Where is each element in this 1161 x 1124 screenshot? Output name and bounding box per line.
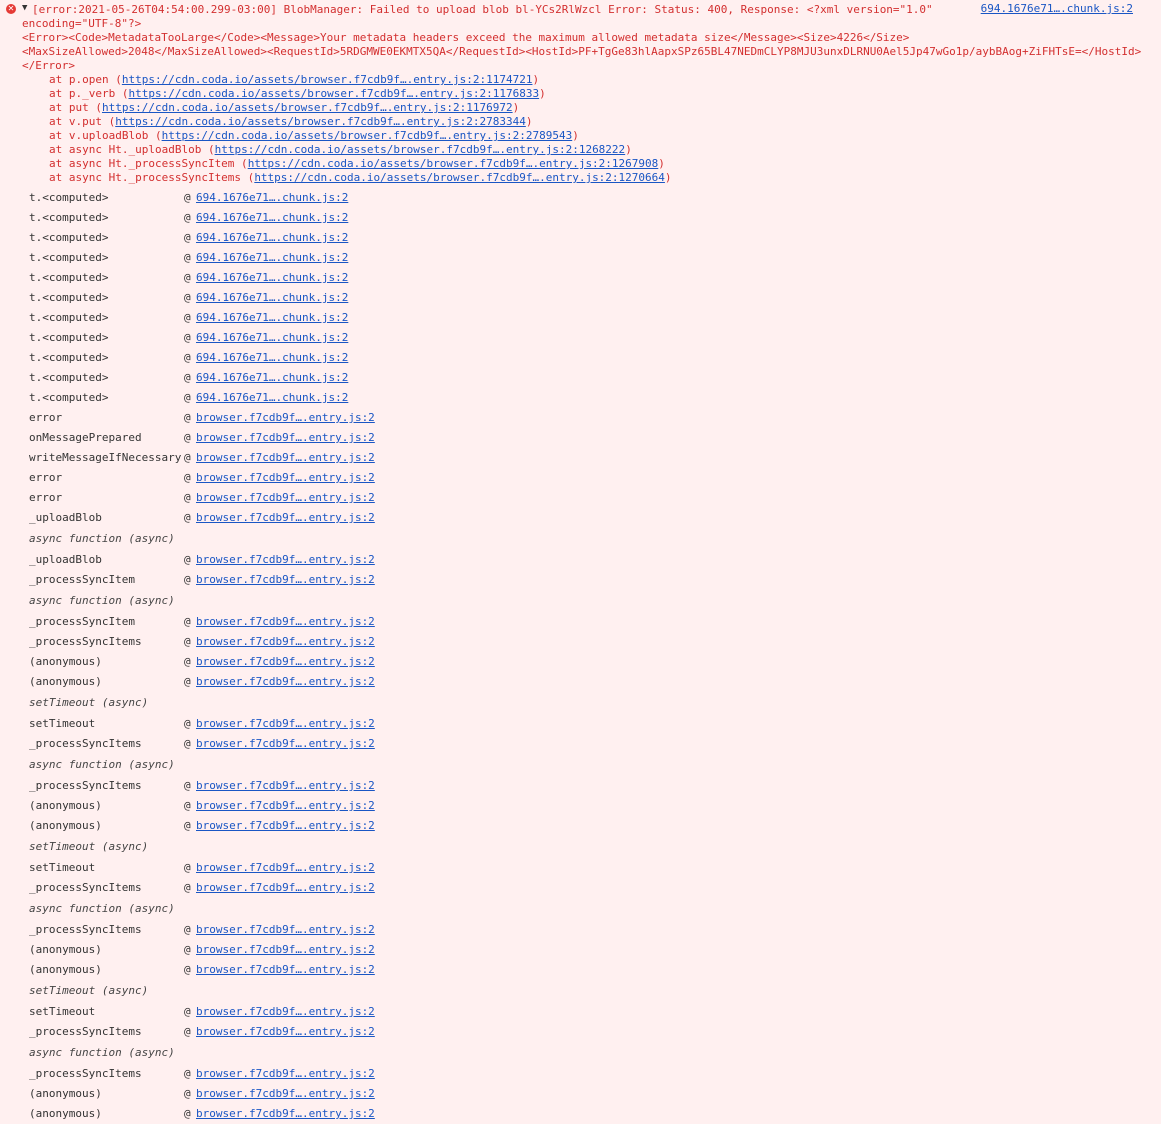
- function-name: setTimeout: [29, 861, 96, 874]
- frame-source-link[interactable]: browser.f7cdb9f….entry.js:2: [196, 491, 375, 504]
- frame-source-link[interactable]: browser.f7cdb9f….entry.js:2: [196, 881, 375, 894]
- frame-source-link[interactable]: browser.f7cdb9f….entry.js:2: [196, 471, 375, 484]
- call-frame: [29, 348, 1161, 368]
- function-name: _uploadBlob: [29, 553, 102, 566]
- call-frame: [29, 570, 1161, 590]
- stack-frame-link[interactable]: https://cdn.coda.io/assets/browser.f7cdb9f….entry.js:2:2783344: [115, 115, 526, 128]
- at-symbol: @: [184, 511, 191, 524]
- call-frame: [29, 858, 1161, 878]
- async-separator: setTimeout (async): [29, 984, 149, 997]
- stack-frame-link[interactable]: https://cdn.coda.io/assets/browser.f7cdb9f….entry.js:2:1268222: [214, 143, 626, 156]
- error-line-1: [error:2021-05-26T04:54:00.299-03:00] BlobManager: Failed to upload blob bl-YCs2RlWzcl Error: Status: 400, Response: <?xml version="1.0": [32, 3, 933, 16]
- function-name: error: [29, 491, 63, 504]
- call-frame: [29, 288, 1161, 308]
- call-frame: [29, 228, 1161, 248]
- function-name: t.<computed>: [29, 351, 109, 364]
- function-name: onMessagePrepared: [29, 431, 142, 444]
- stack-frame: [49, 171, 1161, 185]
- call-frame: [29, 776, 1161, 796]
- call-frame: [29, 1104, 1161, 1124]
- call-frame: [29, 796, 1161, 816]
- at-symbol: @: [184, 211, 191, 224]
- async-separator: setTimeout (async): [29, 840, 149, 853]
- frame-source-link[interactable]: 694.1676e71….chunk.js:2: [196, 211, 349, 224]
- frame-source-link[interactable]: 694.1676e71….chunk.js:2: [196, 351, 349, 364]
- stack-frame-prefix: at p.open (: [49, 73, 122, 86]
- error-line-3: <Error><Code>MetadataTooLarge</Code><Message>Your metadata headers exceed the maximum allowed metadata size</Message><Size>4226</Size>: [22, 31, 910, 44]
- frame-source-link[interactable]: browser.f7cdb9f….entry.js:2: [196, 1107, 375, 1120]
- frame-source-link[interactable]: browser.f7cdb9f….entry.js:2: [196, 635, 375, 648]
- stack-frame-prefix: at v.uploadBlob (: [49, 129, 162, 142]
- frame-source-link[interactable]: browser.f7cdb9f….entry.js:2: [196, 411, 375, 424]
- stack-frame-link[interactable]: https://cdn.coda.io/assets/browser.f7cdb9f….entry.js:2:1267908: [247, 157, 659, 170]
- function-name: (anonymous): [29, 655, 102, 668]
- call-frame: [29, 920, 1161, 940]
- call-frame: [29, 1002, 1161, 1022]
- stack-frame: [49, 143, 1161, 157]
- at-symbol: @: [184, 1005, 191, 1018]
- frame-source-link[interactable]: browser.f7cdb9f….entry.js:2: [196, 963, 375, 976]
- stack-frame: [49, 101, 1161, 115]
- function-name: (anonymous): [29, 1107, 102, 1120]
- at-symbol: @: [184, 615, 191, 628]
- stack-frame: [49, 157, 1161, 171]
- stack-frame-suffix: ): [512, 101, 520, 114]
- at-symbol: @: [184, 881, 191, 894]
- at-symbol: @: [184, 351, 191, 364]
- stack-frame-link[interactable]: https://cdn.coda.io/assets/browser.f7cdb9f….entry.js:2:2789543: [161, 129, 573, 142]
- stack-frame: [49, 87, 1161, 101]
- stack-frame-suffix: ): [572, 129, 579, 142]
- function-name: (anonymous): [29, 1087, 102, 1100]
- frame-source-link[interactable]: browser.f7cdb9f….entry.js:2: [196, 553, 375, 566]
- frame-source-link[interactable]: browser.f7cdb9f….entry.js:2: [196, 1005, 375, 1018]
- source-link[interactable]: 694.1676e71….chunk.js:2: [980, 2, 1133, 15]
- frame-source-link[interactable]: browser.f7cdb9f….entry.js:2: [196, 799, 375, 812]
- frame-source-link[interactable]: 694.1676e71….chunk.js:2: [196, 251, 349, 264]
- call-frame: [29, 652, 1161, 672]
- stack-frame-link[interactable]: https://cdn.coda.io/assets/browser.f7cdb9f….entry.js:2:1174721: [121, 73, 533, 86]
- at-symbol: @: [184, 471, 191, 484]
- frame-source-link[interactable]: browser.f7cdb9f….entry.js:2: [196, 655, 375, 668]
- at-symbol: @: [184, 311, 191, 324]
- stack-frame-link[interactable]: https://cdn.coda.io/assets/browser.f7cdb9f….entry.js:2:1176833: [128, 87, 540, 100]
- at-symbol: @: [184, 963, 191, 976]
- function-name: _processSyncItems: [29, 1067, 142, 1080]
- call-frame: [29, 388, 1161, 408]
- call-frame: [29, 428, 1161, 448]
- call-frame: [29, 368, 1161, 388]
- call-frame: [29, 714, 1161, 734]
- stack-frame-suffix: ): [532, 73, 540, 86]
- function-name: _processSyncItem: [29, 615, 135, 628]
- at-symbol: @: [184, 819, 191, 832]
- function-name: _processSyncItems: [29, 1025, 142, 1038]
- frame-source-link[interactable]: browser.f7cdb9f….entry.js:2: [196, 1067, 375, 1080]
- at-symbol: @: [184, 553, 191, 566]
- at-symbol: @: [184, 737, 191, 750]
- async-separator: async function (async): [29, 594, 175, 607]
- call-frame: [29, 940, 1161, 960]
- frame-source-link[interactable]: browser.f7cdb9f….entry.js:2: [196, 737, 375, 750]
- stack-frame: [49, 129, 1161, 143]
- call-frame: [29, 550, 1161, 570]
- stack-frame: [49, 115, 1161, 129]
- at-symbol: @: [184, 231, 191, 244]
- frame-source-link[interactable]: 694.1676e71….chunk.js:2: [196, 231, 349, 244]
- stack-frame-link[interactable]: https://cdn.coda.io/assets/browser.f7cdb9f….entry.js:2:1176972: [101, 101, 513, 114]
- async-separator: async function (async): [29, 1046, 175, 1059]
- function-name: (anonymous): [29, 799, 102, 812]
- call-frame: [29, 734, 1161, 754]
- frame-source-link[interactable]: browser.f7cdb9f….entry.js:2: [196, 675, 375, 688]
- at-symbol: @: [184, 391, 191, 404]
- function-name: error: [29, 471, 63, 484]
- at-symbol: @: [184, 799, 191, 812]
- stack-frame: [49, 73, 1161, 87]
- at-symbol: @: [184, 291, 191, 304]
- at-symbol: @: [184, 331, 191, 344]
- frame-source-link[interactable]: browser.f7cdb9f….entry.js:2: [196, 1025, 375, 1038]
- call-frame: [29, 408, 1161, 428]
- at-symbol: @: [184, 371, 191, 384]
- function-name: (anonymous): [29, 675, 102, 688]
- console-error-message: [0, 0, 1161, 185]
- stack-frame-suffix: ): [658, 157, 665, 170]
- frame-source-link[interactable]: browser.f7cdb9f….entry.js:2: [196, 431, 375, 444]
- call-frame: [29, 448, 1161, 468]
- function-name: t.<computed>: [29, 211, 109, 224]
- stack-frame-prefix: at p._verb (: [49, 87, 129, 100]
- frame-source-link[interactable]: 694.1676e71….chunk.js:2: [196, 271, 349, 284]
- at-symbol: @: [184, 717, 191, 730]
- call-frame: [29, 1022, 1161, 1042]
- at-symbol: @: [184, 635, 191, 648]
- call-frame: [29, 488, 1161, 508]
- async-separator: setTimeout (async): [29, 696, 149, 709]
- function-name: setTimeout: [29, 717, 96, 730]
- call-frame: [29, 672, 1161, 692]
- function-name: t.<computed>: [29, 231, 109, 244]
- at-symbol: @: [184, 1067, 191, 1080]
- frame-source-link[interactable]: 694.1676e71….chunk.js:2: [196, 371, 349, 384]
- function-name: t.<computed>: [29, 271, 109, 284]
- call-frame: [29, 878, 1161, 898]
- call-frame: [29, 612, 1161, 632]
- at-symbol: @: [184, 271, 191, 284]
- at-symbol: @: [184, 1087, 191, 1100]
- frame-source-link[interactable]: 694.1676e71….chunk.js:2: [196, 191, 349, 204]
- expand-triangle-icon[interactable]: ▼: [22, 3, 28, 13]
- function-name: _processSyncItems: [29, 737, 142, 750]
- stack-frame-suffix: ): [664, 171, 672, 184]
- error-line-2: encoding="UTF-8"?>: [22, 17, 142, 30]
- function-name: _processSyncItem: [29, 573, 135, 586]
- function-name: _processSyncItems: [29, 881, 142, 894]
- frame-source-link[interactable]: browser.f7cdb9f….entry.js:2: [196, 451, 375, 464]
- function-name: _processSyncItems: [29, 635, 142, 648]
- frame-source-link[interactable]: browser.f7cdb9f….entry.js:2: [196, 943, 375, 956]
- error-stack: [0, 73, 1161, 185]
- call-frame: [29, 328, 1161, 348]
- error-line-5: </Error>: [22, 59, 75, 72]
- stack-frame-suffix: ): [525, 115, 533, 128]
- call-frame: [29, 632, 1161, 652]
- at-symbol: @: [184, 1107, 191, 1120]
- at-symbol: @: [184, 251, 191, 264]
- frame-source-link[interactable]: 694.1676e71….chunk.js:2: [196, 331, 349, 344]
- at-symbol: @: [184, 573, 191, 586]
- stack-frame-suffix: ): [625, 143, 632, 156]
- at-symbol: @: [184, 191, 191, 204]
- call-frame: [29, 1084, 1161, 1104]
- call-frame: [29, 208, 1161, 228]
- async-separator: async function (async): [29, 902, 175, 915]
- call-frame: [29, 248, 1161, 268]
- function-name: t.<computed>: [29, 251, 109, 264]
- call-frame: [29, 508, 1161, 528]
- call-frame: [29, 188, 1161, 208]
- at-symbol: @: [184, 943, 191, 956]
- at-symbol: @: [184, 861, 191, 874]
- function-name: t.<computed>: [29, 371, 109, 384]
- at-symbol: @: [184, 491, 191, 504]
- at-symbol: @: [184, 923, 191, 936]
- function-name: _uploadBlob: [29, 511, 102, 524]
- stack-frame-prefix: at put (: [49, 101, 102, 114]
- async-separator: async function (async): [29, 532, 175, 545]
- stack-frame-prefix: at v.put (: [49, 115, 116, 128]
- function-name: writeMessageIfNecessary: [29, 451, 182, 464]
- call-frame: [29, 816, 1161, 836]
- frame-source-link[interactable]: browser.f7cdb9f….entry.js:2: [196, 861, 375, 874]
- error-line-4: <MaxSizeAllowed>2048</MaxSizeAllowed><RequestId>5RDGMWE0EKMTX5QA</RequestId><HostId>PF+TgGe83hlAapxSPz65BL47NEDmCLYP8MJU3unxDLRNU0Ael5Jp47wGo1p/aybBAog+ZiFHTsE=</HostId>: [22, 45, 1142, 58]
- call-frame: [29, 1064, 1161, 1084]
- frame-source-link[interactable]: 694.1676e71….chunk.js:2: [196, 311, 349, 324]
- error-icon: ✕: [7, 4, 15, 13]
- at-symbol: @: [184, 655, 191, 668]
- function-name: _processSyncItems: [29, 779, 142, 792]
- stack-frame-link[interactable]: https://cdn.coda.io/assets/browser.f7cdb9f….entry.js:2:1270664: [254, 171, 665, 184]
- frame-source-link[interactable]: browser.f7cdb9f….entry.js:2: [196, 779, 375, 792]
- stack-frame-prefix: at async Ht._uploadBlob (: [49, 143, 215, 156]
- function-name: error: [29, 411, 63, 424]
- frame-source-link[interactable]: browser.f7cdb9f….entry.js:2: [196, 511, 375, 524]
- frame-source-link[interactable]: browser.f7cdb9f….entry.js:2: [196, 615, 375, 628]
- at-symbol: @: [184, 1025, 191, 1038]
- stack-frame-prefix: at async Ht._processSyncItems (: [49, 171, 255, 184]
- at-symbol: @: [184, 451, 191, 464]
- frame-source-link[interactable]: browser.f7cdb9f….entry.js:2: [196, 717, 375, 730]
- frame-source-link[interactable]: 694.1676e71….chunk.js:2: [196, 291, 349, 304]
- at-symbol: @: [184, 431, 191, 444]
- function-name: (anonymous): [29, 943, 102, 956]
- at-symbol: @: [184, 675, 191, 688]
- frame-source-link[interactable]: browser.f7cdb9f….entry.js:2: [196, 573, 375, 586]
- async-call-stack: [0, 188, 1161, 1124]
- frame-source-link[interactable]: browser.f7cdb9f….entry.js:2: [196, 923, 375, 936]
- frame-source-link[interactable]: 694.1676e71….chunk.js:2: [196, 391, 349, 404]
- function-name: t.<computed>: [29, 331, 109, 344]
- function-name: (anonymous): [29, 819, 102, 832]
- frame-source-link[interactable]: browser.f7cdb9f….entry.js:2: [196, 1087, 375, 1100]
- at-symbol: @: [184, 411, 191, 424]
- async-separator: async function (async): [29, 758, 175, 771]
- function-name: t.<computed>: [29, 391, 109, 404]
- function-name: _processSyncItems: [29, 923, 142, 936]
- call-frame: [29, 268, 1161, 288]
- call-frame: [29, 468, 1161, 488]
- frame-source-link[interactable]: browser.f7cdb9f….entry.js:2: [196, 819, 375, 832]
- call-frame: [29, 960, 1161, 980]
- function-name: (anonymous): [29, 963, 102, 976]
- function-name: t.<computed>: [29, 191, 109, 204]
- function-name: setTimeout: [29, 1005, 96, 1018]
- at-symbol: @: [184, 779, 191, 792]
- call-frame: [29, 308, 1161, 328]
- stack-frame-suffix: ): [539, 87, 546, 100]
- function-name: t.<computed>: [29, 311, 109, 324]
- stack-frame-prefix: at async Ht._processSyncItem (: [49, 157, 248, 170]
- function-name: t.<computed>: [29, 291, 109, 304]
